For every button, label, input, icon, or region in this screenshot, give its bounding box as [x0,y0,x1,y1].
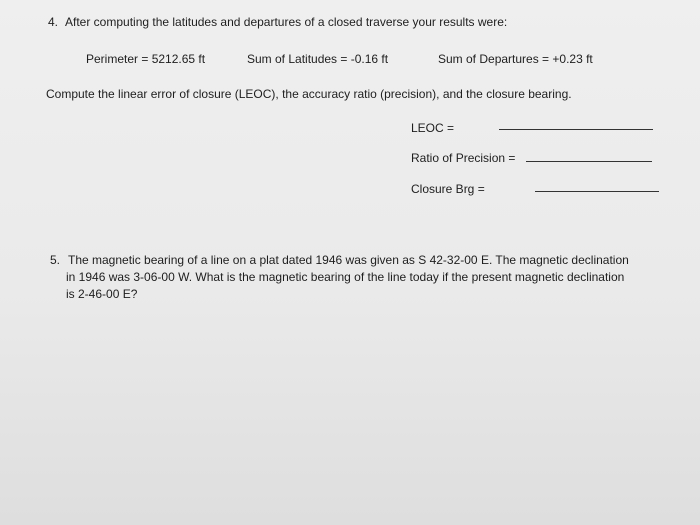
leoc-label: LEOC = [411,121,455,135]
ratio-of-precision-answer-blank [526,161,652,162]
problem-4-number: 4. [48,15,59,29]
problem-4-statement: After computing the latitudes and departures of a closed traverse your results were: [65,15,508,29]
problem-5-line-1: The magnetic bearing of a line on a plat dated 1946 was given as S 42-32-00 E. The magnetic declination [68,253,629,267]
problem-5-line-3: is 2-46-00 E? [66,287,138,301]
problem-5-number: 5. [50,253,61,267]
ratio-of-precision-label: Ratio of Precision = [411,151,516,165]
sum-latitudes-value: Sum of Latitudes = -0.16 ft [247,52,389,66]
problem-4-instruction: Compute the linear error of closure (LEOC), the accuracy ratio (precision), and the closure bearing. [46,87,572,101]
closure-bearing-label: Closure Brg = [411,182,485,196]
perimeter-value: Perimeter = 5212.65 ft [86,52,206,66]
problem-5-line-2: in 1946 was 3-06-00 W. What is the magnetic bearing of the line today if the present magnetic declination [66,270,625,284]
leoc-answer-blank [499,129,653,130]
closure-bearing-answer-blank [535,191,659,192]
sum-departures-value: Sum of Departures = +0.23 ft [438,52,593,66]
